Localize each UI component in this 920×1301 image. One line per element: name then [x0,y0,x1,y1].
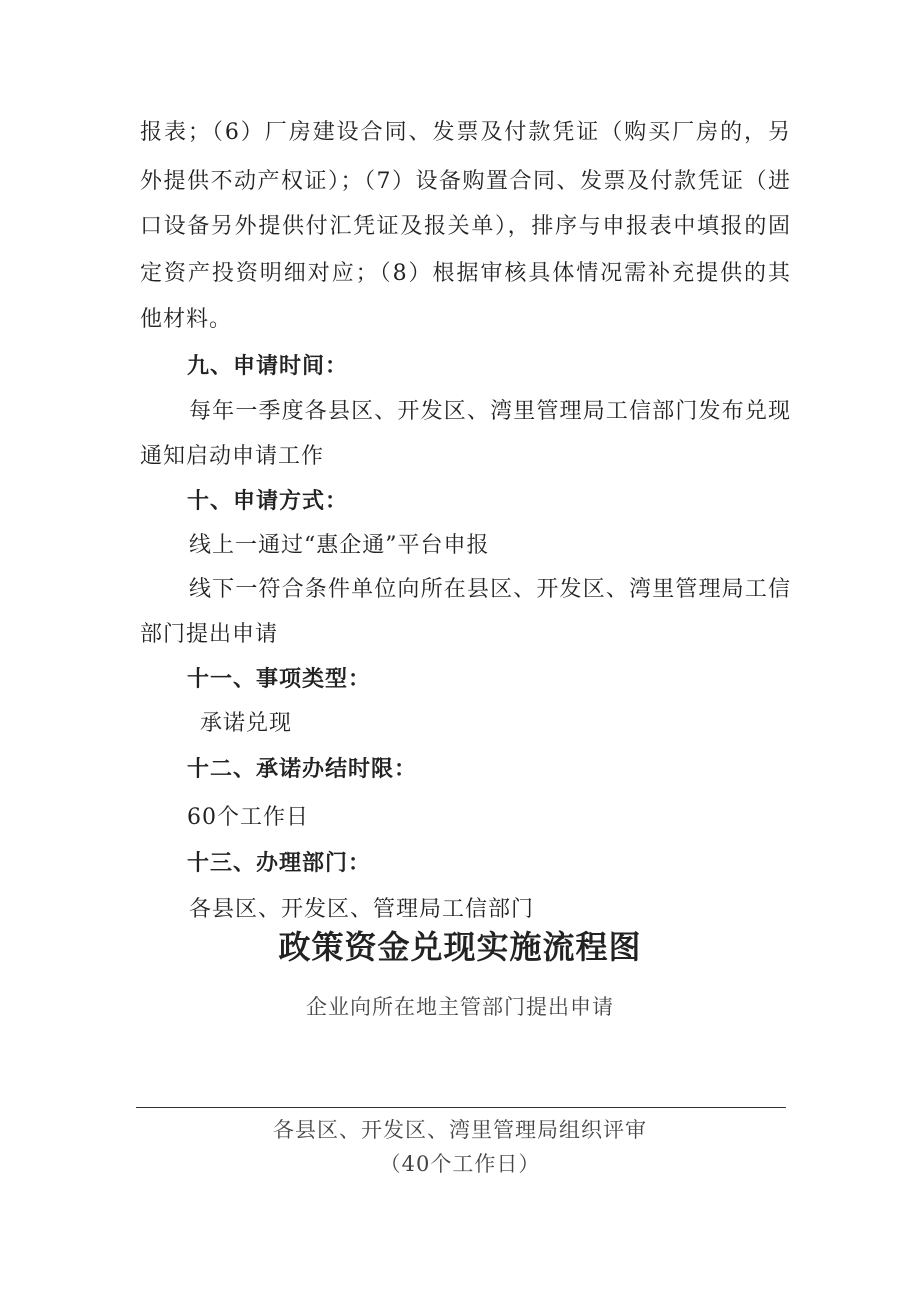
paragraph-line: 报表；（6）厂房建设合同、发票及付款凭证（购买厂房的，另 [140,120,790,145]
paragraph-line: 通知启动申请工作 [140,444,325,469]
paragraph-line: 外提供不动产权证）；（7）设备购置合同、发票及付款凭证（进 [140,169,790,194]
flowchart-divider [136,1107,786,1108]
section-heading-department: 十三、办理部门： [187,851,372,876]
flowchart-step-review: 各县区、开发区、湾里管理局组织评审 [273,1118,647,1142]
paragraph-line: 定资产投资明细对应；（8）根据审核具体情况需补充提供的其 [140,261,790,286]
section-heading-application-method: 十、申请方式： [187,489,349,514]
flowchart-step-review-duration: （40个工作日） [379,1152,541,1176]
online-method-text: 线上一通过“惠企通”平台申报 [189,533,490,558]
time-limit-value: 60个工作日 [187,805,309,830]
paragraph-line: 部门提出申请 [140,622,279,647]
item-type-value: 承诺兑现 [200,711,293,736]
flowchart-title: 政策资金兑现实施流程图 [278,928,642,966]
section-heading-item-type: 十一、事项类型： [187,667,372,692]
paragraph-line: 口设备另外提供付汇凭证及报关单），排序与申报表中填报的固 [140,214,790,239]
flowchart-step-apply: 企业向所在地主管部门提出申请 [306,995,614,1019]
department-value: 各县区、开发区、管理局工信部门 [189,897,535,922]
paragraph-line: 线下一符合条件单位向所在县区、开发区、湾里管理局工信 [189,577,790,602]
paragraph-line: 每年一季度各县区、开发区、湾里管理局工信部门发布兑现 [189,399,790,424]
paragraph-line: 他材料。 [140,307,233,332]
section-heading-application-time: 九、申请时间： [187,354,349,379]
section-heading-time-limit: 十二、承诺办结时限： [187,757,418,782]
